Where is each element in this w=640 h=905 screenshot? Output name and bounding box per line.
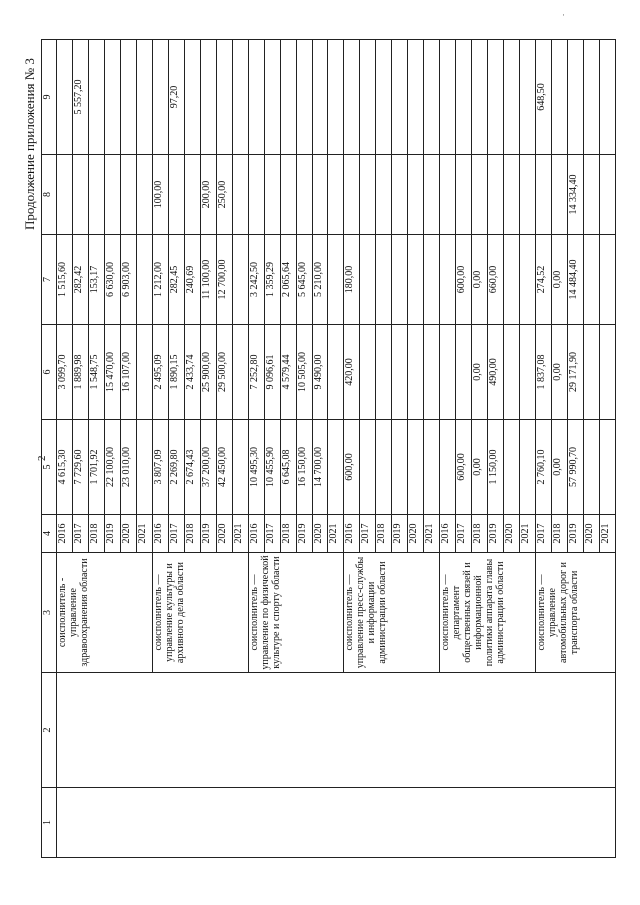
cell-col8 (583, 155, 599, 235)
cell-col8: 100,00 (152, 155, 168, 235)
cell-col8 (392, 155, 408, 235)
cell-col8 (328, 155, 344, 235)
executor-label: соисполнитель — департамент общественных связей и информационной политики аппарата главы администрации области (440, 553, 536, 673)
cell-col5 (376, 420, 392, 515)
cell-col7: 11 100,00 (200, 235, 216, 325)
cell-col6: 1 890,15 (168, 325, 184, 420)
cell-col5: 10 495,30 (248, 420, 264, 515)
cell-col6 (408, 325, 424, 420)
cell-col5 (583, 420, 599, 515)
cell-col8 (408, 155, 424, 235)
cell-col6: 490,00 (488, 325, 504, 420)
executor-label: соисполнитель — управление по физической культуре и спорту области (248, 553, 344, 673)
cell-col6: 15 470,00 (104, 325, 120, 420)
year-cell: 2019 (392, 515, 408, 553)
cell-col9 (264, 40, 280, 155)
cell-col5 (232, 420, 248, 515)
cell-col5 (408, 420, 424, 515)
col-header: 7 (42, 235, 57, 325)
cell-col5: 7 729,60 (72, 420, 88, 515)
cell-col9 (296, 40, 312, 155)
year-cell: 2019 (296, 515, 312, 553)
year-cell: 2020 (216, 515, 232, 553)
cell-col8 (472, 155, 488, 235)
table-row (57, 40, 73, 858)
cell-col5: 10 455,90 (264, 420, 280, 515)
year-cell: 2018 (184, 515, 200, 553)
cell-col6: 2 433,74 (184, 325, 200, 420)
cell-col6: 1 837,08 (536, 325, 552, 420)
col-header: 5 (42, 420, 57, 515)
executor-label: соисполнитель — управление пресс-службы и информации администрации области (344, 553, 440, 673)
cell-col9 (520, 40, 536, 155)
cell-col6: 9 096,61 (264, 325, 280, 420)
cell-col8 (360, 155, 376, 235)
cell-col5 (504, 420, 520, 515)
cell-col5: 1 701,92 (88, 420, 104, 515)
cell-col9 (583, 40, 599, 155)
cell-col6 (583, 325, 599, 420)
year-cell: 2016 (440, 515, 456, 553)
cell-col6: 9 490,00 (312, 325, 328, 420)
cell-col6: 16 107,00 (120, 325, 136, 420)
cell-col5: 4 615,30 (57, 420, 73, 515)
col-header: 9 (42, 40, 57, 155)
merged-col-2 (57, 673, 616, 788)
cell-col8 (424, 155, 440, 235)
cell-col8 (536, 155, 552, 235)
year-cell: 2020 (583, 515, 599, 553)
year-cell: 2020 (504, 515, 520, 553)
cell-col7: 1 212,00 (152, 235, 168, 325)
cell-col5 (136, 420, 152, 515)
appendix-heading: Продолжение приложения № 3 (22, 58, 37, 230)
year-cell: 2021 (424, 515, 440, 553)
year-cell: 2016 (152, 515, 168, 553)
cell-col9 (200, 40, 216, 155)
cell-col6 (376, 325, 392, 420)
year-cell: 2021 (328, 515, 344, 553)
cell-col9: 648,50 (536, 40, 552, 155)
cell-col6: 7 252,80 (248, 325, 264, 420)
cell-col9 (120, 40, 136, 155)
year-cell: 2018 (88, 515, 104, 553)
cell-col7: 6 903,00 (120, 235, 136, 325)
year-cell: 2016 (344, 515, 360, 553)
cell-col7: 600,00 (456, 235, 472, 325)
cell-col5: 2 269,80 (168, 420, 184, 515)
cell-col7: 282,42 (72, 235, 88, 325)
cell-col7 (583, 235, 599, 325)
cell-col8 (504, 155, 520, 235)
year-cell: 2019 (568, 515, 584, 553)
cell-col5: 0,00 (552, 420, 568, 515)
cell-col5: 14 700,00 (312, 420, 328, 515)
cell-col8 (264, 155, 280, 235)
cell-col7 (424, 235, 440, 325)
cell-col8 (136, 155, 152, 235)
cell-col5: 57 990,70 (568, 420, 584, 515)
cell-col6 (232, 325, 248, 420)
executor-label: соисполнитель — управление автомобильных дорог и транспорта области (536, 553, 616, 673)
cell-col6: 0,00 (472, 325, 488, 420)
cell-col7: 660,00 (488, 235, 504, 325)
scan-speck: · (562, 10, 565, 20)
cell-col7: 1 515,60 (57, 235, 73, 325)
year-cell: 2021 (599, 515, 615, 553)
cell-col5: 600,00 (344, 420, 360, 515)
cell-col9 (104, 40, 120, 155)
cell-col8 (376, 155, 392, 235)
year-cell: 2020 (312, 515, 328, 553)
cell-col9 (57, 40, 73, 155)
cell-col8 (184, 155, 200, 235)
cell-col7: 180,00 (344, 235, 360, 325)
cell-col5: 2 674,43 (184, 420, 200, 515)
cell-col9 (360, 40, 376, 155)
cell-col9 (184, 40, 200, 155)
merged-col-1 (57, 788, 616, 858)
cell-col7: 12 700,00 (216, 235, 232, 325)
cell-col5: 1 150,00 (488, 420, 504, 515)
cell-col8 (168, 155, 184, 235)
cell-col9 (152, 40, 168, 155)
cell-col8 (520, 155, 536, 235)
cell-col6: 1 548,75 (88, 325, 104, 420)
cell-col8 (440, 155, 456, 235)
cell-col9 (552, 40, 568, 155)
cell-col6: 4 579,44 (280, 325, 296, 420)
cell-col9 (312, 40, 328, 155)
cell-col8 (280, 155, 296, 235)
cell-col8 (599, 155, 615, 235)
cell-col9 (88, 40, 104, 155)
year-cell: 2017 (72, 515, 88, 553)
cell-col5 (360, 420, 376, 515)
cell-col9 (136, 40, 152, 155)
cell-col5: 3 807,09 (152, 420, 168, 515)
year-cell: 2018 (552, 515, 568, 553)
cell-col6: 25 900,00 (200, 325, 216, 420)
cell-col6 (392, 325, 408, 420)
year-cell: 2019 (104, 515, 120, 553)
cell-col6: 3 099,70 (57, 325, 73, 420)
cell-col6 (136, 325, 152, 420)
cell-col7: 274,52 (536, 235, 552, 325)
budget-table (41, 39, 616, 858)
cell-col5 (392, 420, 408, 515)
cell-col6: 10 505,00 (296, 325, 312, 420)
cell-col6 (328, 325, 344, 420)
cell-col6: 29 171,90 (568, 325, 584, 420)
cell-col5 (520, 420, 536, 515)
cell-col8 (552, 155, 568, 235)
cell-col9 (344, 40, 360, 155)
cell-col9 (472, 40, 488, 155)
cell-col7: 5 210,00 (312, 235, 328, 325)
cell-col7 (520, 235, 536, 325)
cell-col9 (568, 40, 584, 155)
cell-col7 (504, 235, 520, 325)
year-cell: 2020 (120, 515, 136, 553)
cell-col7: 2 065,64 (280, 235, 296, 325)
cell-col5: 0,00 (472, 420, 488, 515)
cell-col7: 240,69 (184, 235, 200, 325)
cell-col5 (328, 420, 344, 515)
cell-col7 (328, 235, 344, 325)
year-cell: 2018 (472, 515, 488, 553)
cell-col7: 3 242,50 (248, 235, 264, 325)
year-cell: 2021 (520, 515, 536, 553)
col-header: 8 (42, 155, 57, 235)
cell-col9 (488, 40, 504, 155)
cell-col8 (456, 155, 472, 235)
cell-col5: 6 645,08 (280, 420, 296, 515)
cell-col9: 97,20 (168, 40, 184, 155)
cell-col6 (440, 325, 456, 420)
cell-col9 (232, 40, 248, 155)
year-cell: 2016 (57, 515, 73, 553)
col-header: 3 (42, 553, 57, 673)
cell-col8 (57, 155, 73, 235)
col-header: 4 (42, 515, 57, 553)
cell-col6 (599, 325, 615, 420)
cell-col5: 2 760,10 (536, 420, 552, 515)
cell-col9 (376, 40, 392, 155)
cell-col9 (456, 40, 472, 155)
cell-col5 (599, 420, 615, 515)
cell-col7 (360, 235, 376, 325)
cell-col9 (392, 40, 408, 155)
cell-col6: 29 500,00 (216, 325, 232, 420)
year-cell: 2017 (168, 515, 184, 553)
cell-col8 (248, 155, 264, 235)
cell-col8: 200,00 (200, 155, 216, 235)
cell-col7 (408, 235, 424, 325)
cell-col8 (312, 155, 328, 235)
cell-col6 (504, 325, 520, 420)
cell-col5: 600,00 (456, 420, 472, 515)
cell-col8 (72, 155, 88, 235)
cell-col5: 16 150,00 (296, 420, 312, 515)
cell-col7: 1 359,29 (264, 235, 280, 325)
cell-col7: 282,45 (168, 235, 184, 325)
year-cell: 2018 (376, 515, 392, 553)
year-cell: 2017 (536, 515, 552, 553)
cell-col8: 250,00 (216, 155, 232, 235)
year-cell: 2020 (408, 515, 424, 553)
cell-col7: 0,00 (472, 235, 488, 325)
col-header: 6 (42, 325, 57, 420)
cell-col7: 153,17 (88, 235, 104, 325)
cell-col8 (232, 155, 248, 235)
year-cell: 2021 (136, 515, 152, 553)
cell-col7 (376, 235, 392, 325)
cell-col6: 1 889,98 (72, 325, 88, 420)
cell-col7 (232, 235, 248, 325)
col-header: 2 (42, 673, 57, 788)
column-number-row (42, 40, 57, 858)
cell-col8 (104, 155, 120, 235)
cell-col6: 0,00 (552, 325, 568, 420)
cell-col7: 6 630,00 (104, 235, 120, 325)
cell-col5 (440, 420, 456, 515)
cell-col7 (136, 235, 152, 325)
cell-col8 (344, 155, 360, 235)
cell-col9 (408, 40, 424, 155)
year-cell: 2019 (200, 515, 216, 553)
cell-col7 (599, 235, 615, 325)
cell-col8 (88, 155, 104, 235)
cell-col9 (248, 40, 264, 155)
cell-col6 (456, 325, 472, 420)
cell-col7: 5 645,00 (296, 235, 312, 325)
cell-col6: 2 495,09 (152, 325, 168, 420)
cell-col7 (440, 235, 456, 325)
cell-col9 (440, 40, 456, 155)
page-number: 2 (36, 455, 48, 461)
cell-col8 (120, 155, 136, 235)
cell-col9 (599, 40, 615, 155)
cell-col9 (424, 40, 440, 155)
table-body (57, 40, 616, 858)
cell-col6 (520, 325, 536, 420)
cell-col8: 14 334,40 (568, 155, 584, 235)
col-header: 1 (42, 788, 57, 858)
cell-col7: 0,00 (552, 235, 568, 325)
cell-col9 (216, 40, 232, 155)
cell-col9 (328, 40, 344, 155)
year-cell: 2016 (248, 515, 264, 553)
rotated-table-container (41, 40, 616, 858)
year-cell: 2018 (280, 515, 296, 553)
year-cell: 2017 (456, 515, 472, 553)
cell-col8 (488, 155, 504, 235)
cell-col9 (504, 40, 520, 155)
executor-label: соисполнитель - управление здравоохранения области (57, 553, 153, 673)
year-cell: 2021 (232, 515, 248, 553)
cell-col6 (360, 325, 376, 420)
year-cell: 2019 (488, 515, 504, 553)
executor-label: соисполнитель — управление культуры и архивного дела области (152, 553, 248, 673)
cell-col9: 5 557,20 (72, 40, 88, 155)
cell-col5: 37 200,00 (200, 420, 216, 515)
year-cell: 2017 (264, 515, 280, 553)
cell-col7 (392, 235, 408, 325)
year-cell: 2017 (360, 515, 376, 553)
cell-col6: 420,00 (344, 325, 360, 420)
cell-col5: 23 010,00 (120, 420, 136, 515)
cell-col9 (280, 40, 296, 155)
cell-col8 (296, 155, 312, 235)
cell-col5 (424, 420, 440, 515)
cell-col5: 42 450,00 (216, 420, 232, 515)
cell-col5: 22 100,00 (104, 420, 120, 515)
cell-col7: 14 484,40 (568, 235, 584, 325)
cell-col6 (424, 325, 440, 420)
